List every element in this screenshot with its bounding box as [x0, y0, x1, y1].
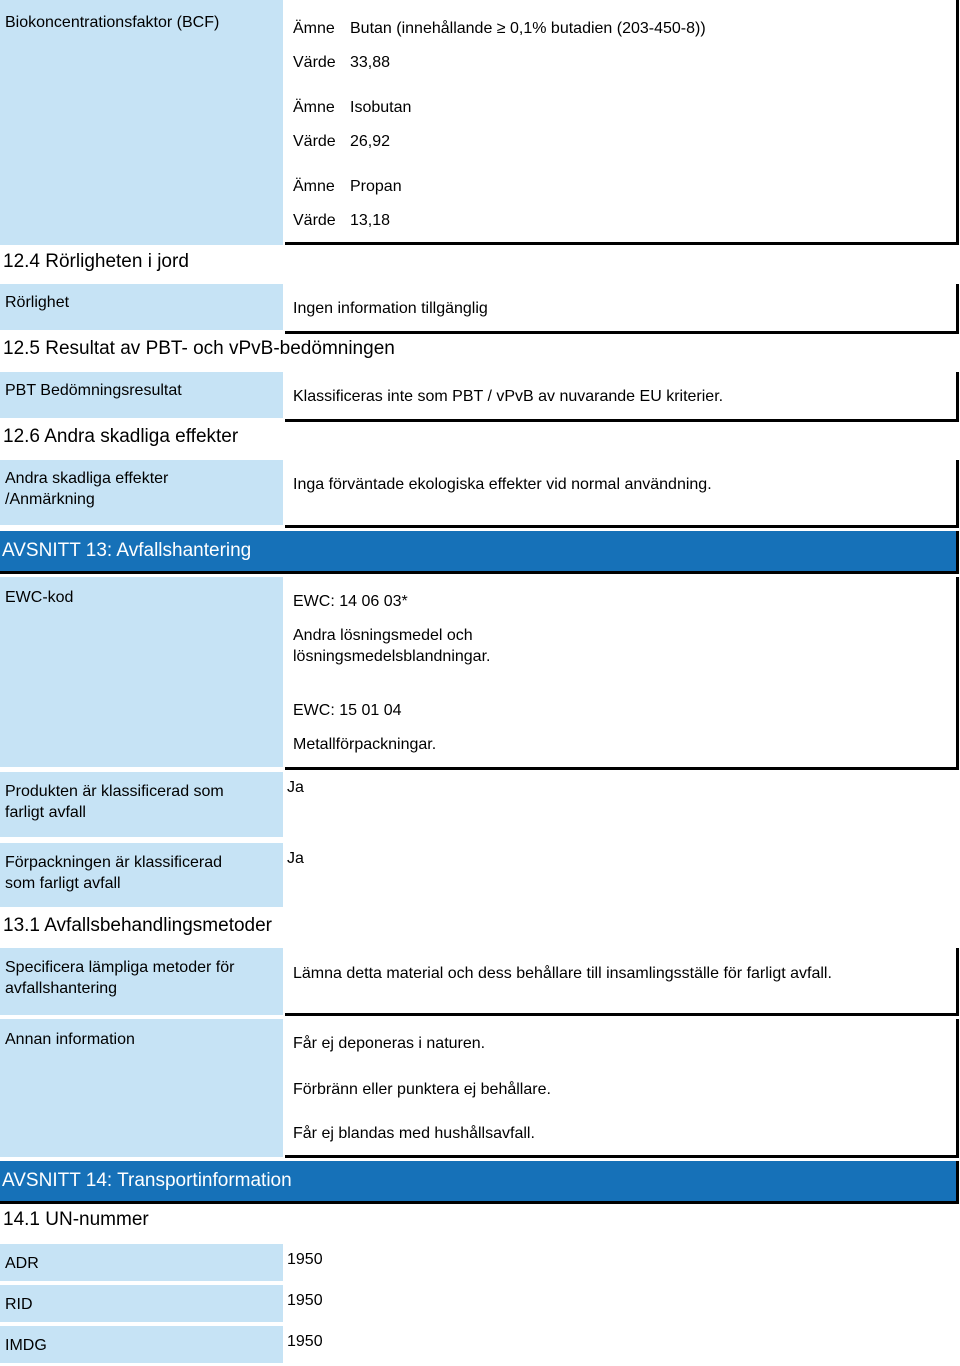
adr-label-cell: [0, 1244, 283, 1281]
bcf-varde-label-2: Värde: [293, 133, 336, 150]
methods-label-line2: avfallshantering: [5, 980, 118, 997]
bcf-amne-label-3: Ämne: [293, 178, 335, 195]
ewc-desc-1-line2: lösningsmedelsblandningar.: [293, 648, 491, 665]
rid-label-cell: [0, 1285, 283, 1322]
bcf-label-cell: [0, 0, 283, 245]
ewc-desc-2: Metallförpackningar.: [293, 736, 437, 753]
bcf-substance-2: Isobutan: [350, 99, 412, 116]
hazardous-product-label-line2: farligt avfall: [5, 804, 86, 821]
imdg-label-cell: [0, 1326, 283, 1363]
other-info-line-2: Förbränn eller punktera ej behållare.: [293, 1081, 551, 1098]
rorlighet-value: Ingen information tillgänglig: [293, 300, 488, 317]
ewc-code-1: EWC: 14 06 03*: [293, 593, 408, 610]
imdg-label: IMDG: [5, 1337, 47, 1354]
bcf-substance-1: Butan (innehållande ≥ 0,1% butadien (203-450-8)): [350, 20, 706, 37]
pbt-value: Klassificeras inte som PBT / vPvB av nuvarande EU kriterier.: [293, 388, 724, 405]
bcf-amne-label-2: Ämne: [293, 99, 335, 116]
andra-effekter-value: Inga förväntade ekologiska effekter vid normal användning.: [293, 476, 712, 493]
heading-13-1: 13.1 Avfallsbehandlingsmetoder: [3, 915, 273, 936]
bcf-value-3: 13,18: [350, 212, 391, 229]
bcf-value-1: 33,88: [350, 54, 391, 71]
heading-14-1: 14.1 UN-nummer: [3, 1209, 149, 1230]
rorlighet-label: Rörlighet: [5, 294, 70, 311]
bcf-varde-label-1: Värde: [293, 54, 336, 71]
imdg-value: 1950: [287, 1333, 323, 1350]
ewc-label-cell: [0, 577, 283, 767]
hazardous-packaging-value: Ja: [287, 850, 304, 867]
hazardous-product-value: Ja: [287, 779, 304, 796]
hazardous-product-label-cell: [0, 772, 283, 837]
hazardous-packaging-label-line1: Förpackningen är klassificerad: [5, 854, 222, 871]
adr-label: ADR: [5, 1255, 39, 1272]
other-info-line-3: Får ej blandas med hushållsavfall.: [293, 1125, 535, 1142]
hazardous-product-label-line1: Produkten är klassificerad som: [5, 783, 224, 800]
rid-label: RID: [5, 1296, 33, 1313]
methods-value: Lämna detta material och dess behållare till insamlingsställe för farligt avfall.: [293, 965, 832, 982]
andra-effekter-label-line1: Andra skadliga effekter: [5, 470, 169, 487]
hazardous-packaging-label-line2: som farligt avfall: [5, 875, 121, 892]
bcf-substance-3: Propan: [350, 178, 402, 195]
rorlighet-label-cell: [0, 284, 283, 330]
pbt-label: PBT Bedömningsresultat: [5, 382, 182, 399]
adr-value: 1950: [287, 1251, 323, 1268]
hazardous-packaging-label-cell: [0, 843, 283, 907]
heading-12-4: 12.4 Rörligheten i jord: [3, 251, 189, 272]
bcf-value-2: 26,92: [350, 133, 391, 150]
section-13-title: AVSNITT 13: Avfallshantering: [2, 540, 252, 561]
ewc-desc-1-line1: Andra lösningsmedel och: [293, 627, 473, 644]
other-info-line-1: Får ej deponeras i naturen.: [293, 1035, 486, 1052]
bcf-amne-label-1: Ämne: [293, 20, 335, 37]
ewc-label: EWC-kod: [5, 589, 74, 606]
section-14-banner: [0, 1161, 959, 1204]
heading-12-6: 12.6 Andra skadliga effekter: [3, 426, 239, 447]
pbt-label-cell: [0, 372, 283, 418]
other-info-label: Annan information: [5, 1031, 135, 1048]
methods-label-cell: [0, 948, 283, 1015]
heading-12-5: 12.5 Resultat av PBT- och vPvB-bedömningen: [3, 338, 395, 359]
section-13-banner: [0, 531, 959, 574]
section-14-title: AVSNITT 14: Transportinformation: [2, 1170, 292, 1191]
bcf-label: Biokoncentrationsfaktor (BCF): [5, 14, 220, 31]
ewc-code-2: EWC: 15 01 04: [293, 702, 402, 719]
methods-label-line1: Specificera lämpliga metoder för: [5, 959, 235, 976]
andra-effekter-label-cell: [0, 460, 283, 525]
other-info-label-cell: [0, 1019, 283, 1157]
bcf-varde-label-3: Värde: [293, 212, 336, 229]
rid-value: 1950: [287, 1292, 323, 1309]
andra-effekter-label-line2: /Anmärkning: [5, 491, 95, 508]
